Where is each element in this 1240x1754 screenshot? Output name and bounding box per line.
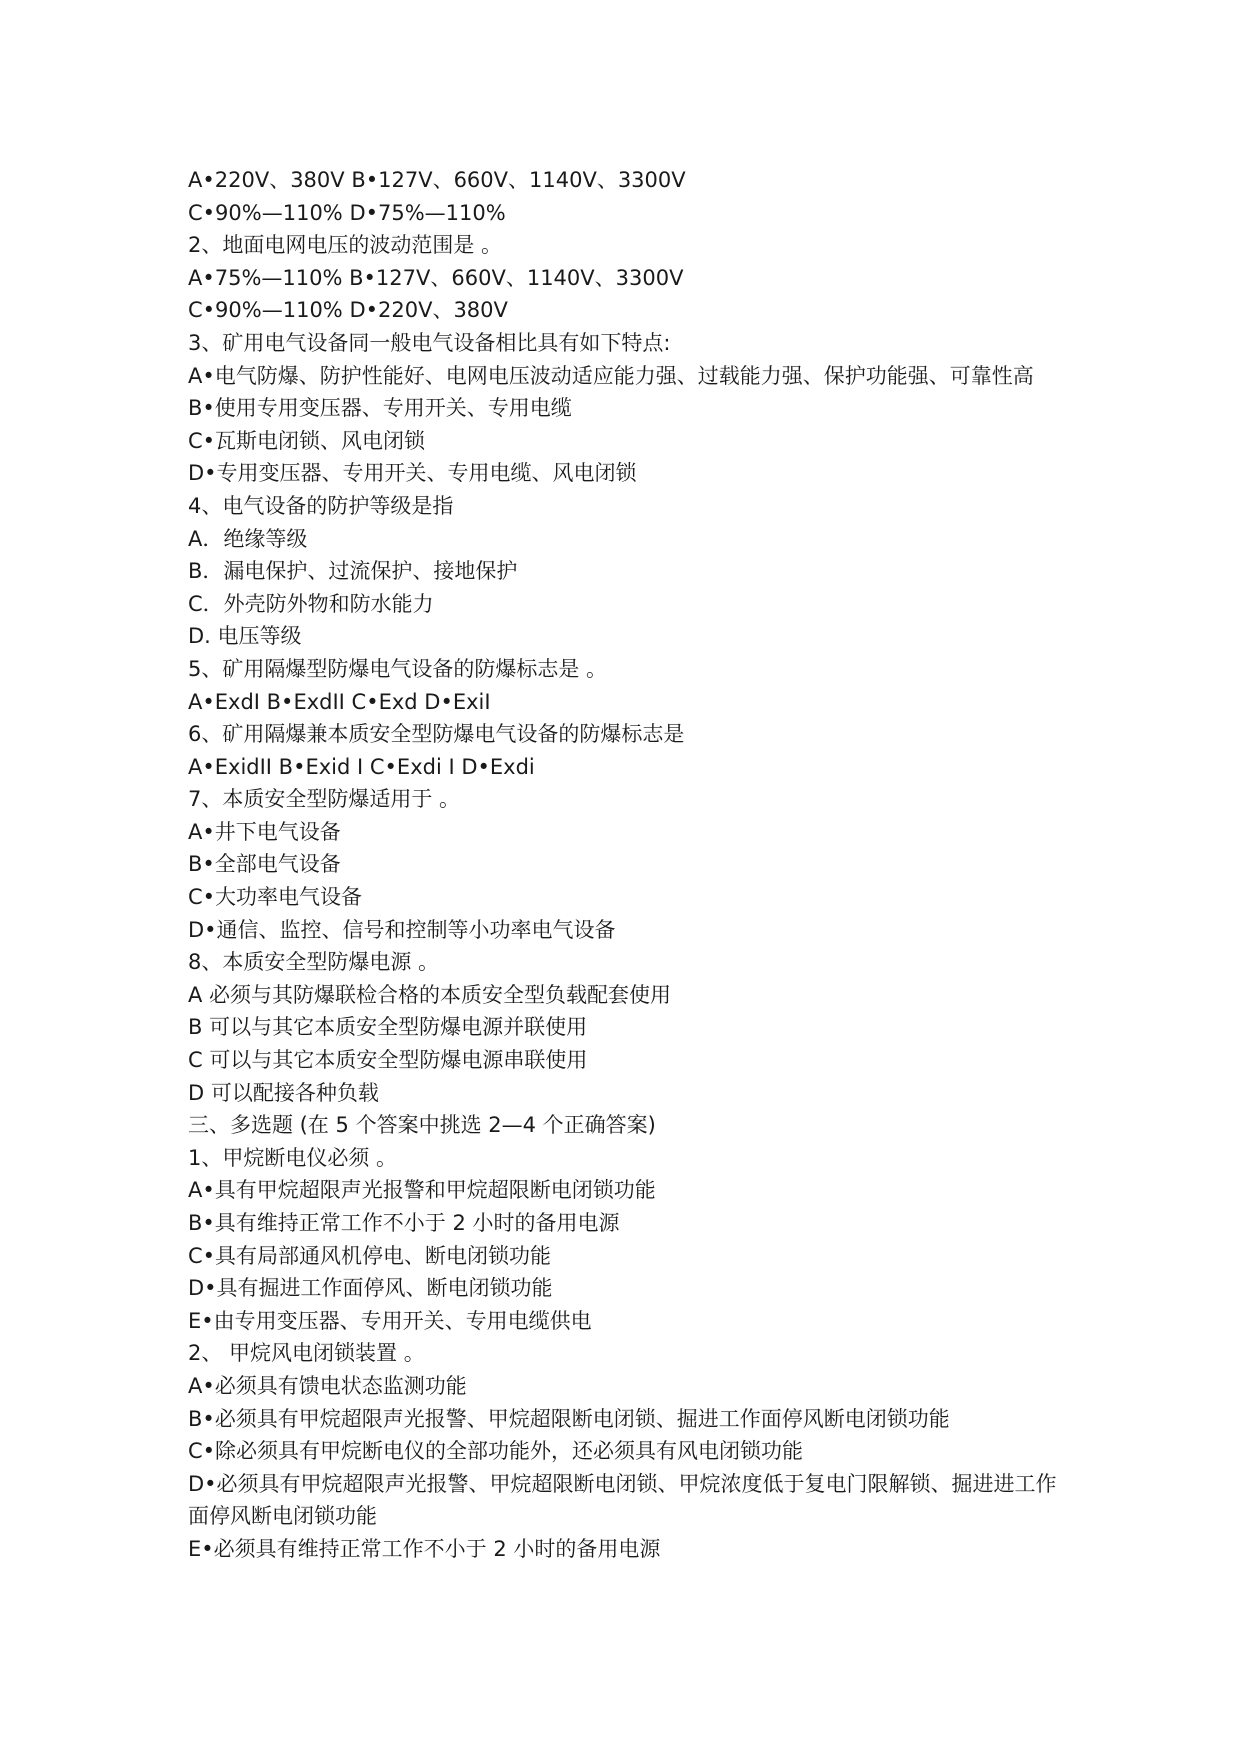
question-4: 4、电气设备的防护等级是指 — [188, 493, 454, 518]
section-heading: 三、多选题 (在 5 个答案中挑选 2—4 个正确答案) — [188, 1113, 656, 1138]
text-line: E•必须具有维持正常工作不小于 2 小时的备用电源 — [188, 1536, 661, 1561]
question-6: 6、矿用隔爆兼本质安全型防爆电气设备的防爆标志是 — [188, 722, 685, 747]
multi-question-2: 2、 甲烷风电闭锁装置 。 — [188, 1341, 425, 1366]
text-line: C 可以与其它本质安全型防爆电源串联使用 — [188, 1048, 588, 1073]
text-line: B•具有维持正常工作不小于 2 小时的备用电源 — [188, 1211, 620, 1235]
text-line: A•75%—110% B•127V、660V、1140V、3300V — [188, 265, 684, 290]
text-line: D•通信、监控、信号和控制等小功率电气设备 — [188, 917, 616, 942]
text-line: A•具有甲烷超限声光报警和甲烷超限断电闭锁功能 — [188, 1178, 656, 1203]
text-line: A•必须具有馈电状态监测功能 — [188, 1373, 467, 1398]
text-line: C•90%—110% D•220V、380V — [188, 298, 508, 323]
text-line: B•全部电气设备 — [188, 852, 341, 877]
text-line: C•具有局部通风机停电、断电闭锁功能 — [188, 1243, 552, 1268]
text-line: A 必须与其防爆联检合格的本质安全型负载配套使用 — [188, 982, 672, 1007]
document-page — [188, 164, 1068, 1566]
multi-question-1: 1、甲烷断电仪必须 。 — [188, 1145, 398, 1170]
text-line: D•专用变压器、专用开关、专用电缆、风电闭锁 — [188, 461, 637, 486]
text-line: D•具有掘进工作面停风、断电闭锁功能 — [188, 1276, 553, 1301]
text-line: B•必须具有甲烷超限声光报警、甲烷超限断电闭锁、掘进工作面停风断电闭锁功能 — [188, 1406, 950, 1431]
text-line: C•90%—110% D•75%—110% — [188, 200, 506, 225]
text-line: B 可以与其它本质安全型防爆电源并联使用 — [188, 1015, 588, 1040]
question-2: 2、地面电网电压的波动范围是 。 — [188, 233, 503, 258]
text-line: C•大功率电气设备 — [188, 885, 363, 910]
question-7: 7、本质安全型防爆适用于 。 — [188, 787, 461, 812]
text-line: A•井下电气设备 — [188, 819, 341, 844]
text-line: C．外壳防外物和防水能力 — [188, 591, 434, 616]
text-line: A．绝缘等级 — [188, 526, 308, 551]
question-8: 8、本质安全型防爆电源 。 — [188, 950, 440, 975]
text-line: A•电气防爆、防护性能好、电网电压波动适应能力强、过载能力强、保护功能强、可靠性高 — [188, 363, 1034, 388]
text-line: D•必须具有甲烷超限声光报警、甲烷超限断电闭锁、甲烷浓度低于复电门限解锁、掘进进工作面停风断电闭锁功能 — [188, 1471, 1057, 1529]
text-line: A•ExdI B•ExdII C•Exd D•ExiI — [188, 689, 491, 714]
text-line: B•使用专用变压器、专用开关、专用电缆 — [188, 396, 572, 421]
text-line: A•220V、380V B•127V、660V、1140V、3300V — [188, 168, 686, 192]
question-5: 5、矿用隔爆型防爆电气设备的防爆标志是 。 — [188, 656, 608, 681]
text-line: C•除必须具有甲烷断电仪的全部功能外，还必须具有风电闭锁功能 — [188, 1439, 804, 1464]
text-line: B．漏电保护、过流保护、接地保护 — [188, 559, 518, 584]
text-line: A•ExidII B•Exid I C•Exdi I D•Exdi — [188, 754, 535, 779]
text-line: C•瓦斯电闭锁、风电闭锁 — [188, 428, 426, 453]
text-line: E•由专用变压器、专用开关、专用电缆供电 — [188, 1308, 592, 1333]
text-line: D 可以配接各种负载 — [188, 1080, 379, 1105]
question-3: 3、矿用电气设备同一般电气设备相比具有如下特点: — [188, 330, 671, 355]
text-line: D. 电压等级 — [188, 624, 302, 649]
